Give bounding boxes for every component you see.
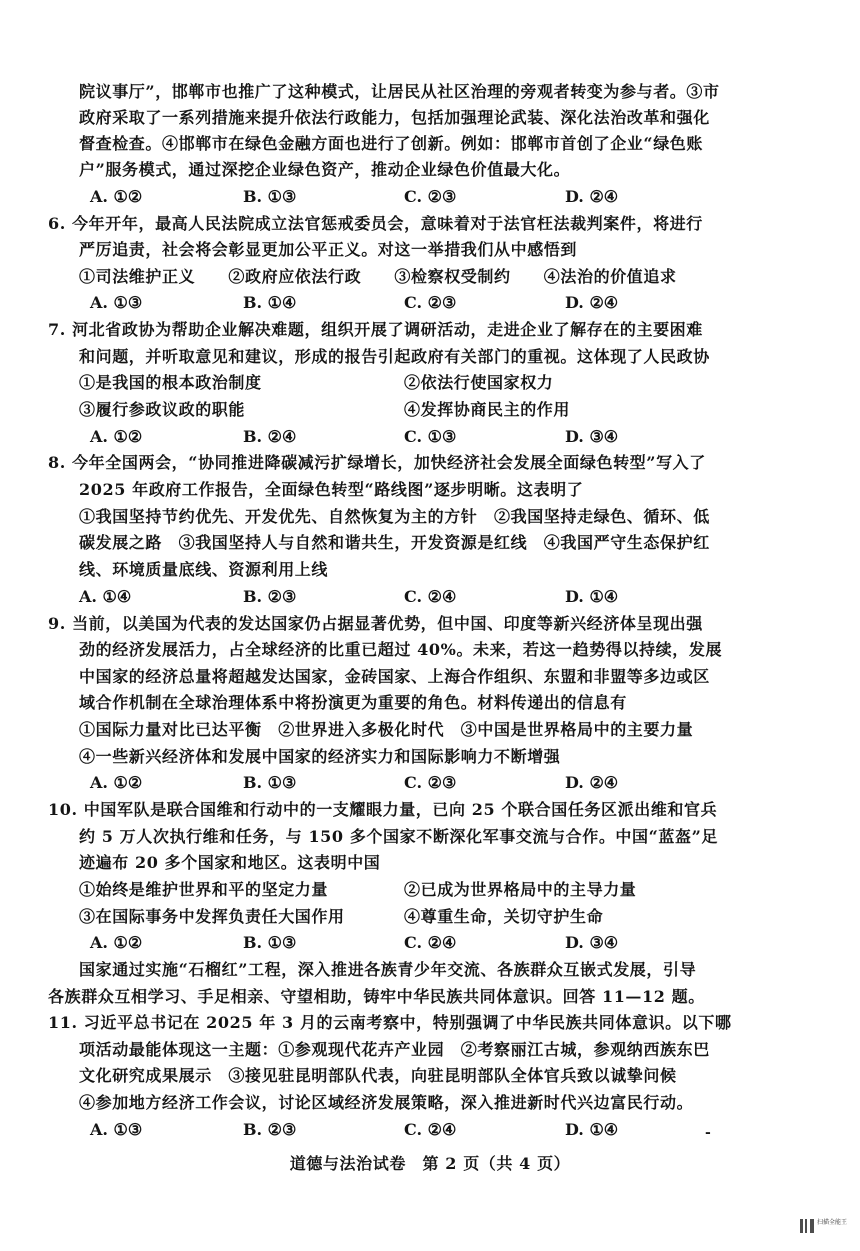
- stray-mark: -: [705, 1125, 711, 1141]
- option-c[interactable]: C. ①③: [404, 427, 457, 446]
- question-10: 10. 中国军队是联合国维和行动中的一支耀眼力量，已向 25 个联合国任务区派出维和官兵: [48, 800, 718, 819]
- option-d[interactable]: D. ①④: [565, 587, 619, 606]
- material-paragraph: 各族群众互相学习、手足相亲、守望相助，铸牢中华民族共同体意识。回答 11—12 题。: [48, 987, 705, 1006]
- option-a[interactable]: A. ①②: [90, 933, 143, 952]
- option-d[interactable]: D. ②④: [565, 773, 619, 792]
- statement-1: ①始终是维护世界和平的坚定力量: [79, 880, 329, 899]
- option-b[interactable]: B. ①④: [243, 293, 297, 312]
- question-6: 6. 今年开年，最高人民法院成立法官惩戒委员会，意味着对于法官枉法裁判案件，将进行: [48, 214, 703, 233]
- text-line: 项活动最能体现这一主题：①参观现代花卉产业园 ②考察丽江古城，参观纳西族东巴: [79, 1040, 710, 1059]
- question-11: 11. 习近平总书记在 2025 年 3 月的云南考察中，特别强调了中华民族共同体意识。以下哪: [48, 1013, 732, 1032]
- scanner-watermark: 扫描全能王: [817, 1219, 848, 1226]
- option-b[interactable]: B. ①③: [243, 187, 297, 206]
- text-line: 中国家的经济总量将超越发达国家，金砖国家、上海合作组织、东盟和非盟等多边或区: [79, 667, 710, 686]
- option-d[interactable]: D. ②④: [565, 187, 619, 206]
- option-d[interactable]: D. ②④: [565, 293, 619, 312]
- option-c[interactable]: C. ②④: [404, 933, 457, 952]
- question-8: 8. 今年全国两会，“协同推进降碳减污扩绿增长，加快经济社会发展全面绿色转型”写入了: [48, 453, 706, 472]
- statement-4: ④发挥协商民主的作用: [404, 400, 571, 419]
- option-d[interactable]: D. ①④: [565, 1120, 619, 1139]
- option-a[interactable]: A. ①②: [90, 773, 143, 792]
- statement-4: ④尊重生命，关切守护生命: [404, 907, 604, 926]
- option-c[interactable]: C. ②④: [404, 1120, 457, 1139]
- option-c[interactable]: C. ②④: [404, 587, 457, 606]
- material-paragraph: 国家通过实施“石榴红”工程，深入推进各族青少年交流、各族群众互嵌式发展，引导: [79, 960, 697, 979]
- option-c[interactable]: C. ②③: [404, 187, 457, 206]
- statement-3: ③履行参政议政的职能: [79, 400, 246, 419]
- option-b[interactable]: B. ②④: [243, 427, 297, 446]
- text-line: 政府采取了一系列措施来提升依法行政能力，包括加强理论武装、深化法治改革和强化: [79, 108, 710, 127]
- text-line: 劲的经济发展活力，占全球经济的比重已超过 40%。未来，若这一趋势得以持续，发展: [79, 640, 723, 659]
- option-b[interactable]: B. ②③: [243, 1120, 297, 1139]
- text-line: 院议事厅”，邯郸市也推广了这种模式，让居民从社区治理的旁观者转变为参与者。③市: [79, 82, 720, 101]
- option-a[interactable]: A. ①③: [90, 293, 143, 312]
- statement-2: ②已成为世界格局中的主导力量: [404, 880, 637, 899]
- statement-1: ①是我国的根本政治制度: [79, 373, 262, 392]
- option-d[interactable]: D. ③④: [565, 933, 619, 952]
- text-line: 2025 年政府工作报告，全面绿色转型“路线图”逐步明晰。这表明了: [79, 480, 584, 499]
- question-7: 7. 河北省政协为帮助企业解决难题，组织开展了调研活动，走进企业了解存在的主要困难: [48, 320, 703, 339]
- text-line: ④参加地方经济工作会议，讨论区域经济发展策略，深入推进新时代兴边富民行动。: [79, 1093, 694, 1112]
- statement-3: ③在国际事务中发挥负责任大国作用: [79, 907, 345, 926]
- text-line: 和问题，并听取意见和建议，形成的报告引起政府有关部门的重视。这体现了人民政协: [79, 347, 710, 366]
- text-line: 督查检查。④邯郸市在绿色金融方面也进行了创新。例如：邯郸市首创了企业“绿色账: [79, 134, 704, 153]
- option-a[interactable]: A. ①④: [79, 587, 132, 606]
- statement-2: ②依法行使国家权力: [404, 373, 554, 392]
- choice-statements: ①司法维护正义 ②政府应依法行政 ③检察权受制约 ④法治的价值追求: [79, 267, 677, 286]
- question-9: 9. 当前，以美国为代表的发达国家仍占据显著优势，但中国、印度等新兴经济体呈现出强: [48, 614, 703, 633]
- text-line: 户”服务模式，通过深挖企业绿色资产，推动企业绿色价值最大化。: [79, 160, 571, 179]
- text-line: 线、环境质量底线、资源利用上线: [79, 560, 329, 579]
- text-line: 严厉追责，社会将会彰显更加公平正义。对这一举措我们从中感悟到: [79, 240, 578, 259]
- text-line: 迹遍布 20 多个国家和地区。这表明中国: [79, 853, 381, 872]
- text-line: ①国际力量对比已达平衡 ②世界进入多极化时代 ③中国是世界格局中的主要力量: [79, 720, 694, 739]
- option-b[interactable]: B. ①③: [243, 773, 297, 792]
- text-line: 文化研究成果展示 ③接见驻昆明部队代表，向驻昆明部队全体官兵致以诚挚问候: [79, 1066, 677, 1085]
- option-b[interactable]: B. ②③: [243, 587, 297, 606]
- option-a[interactable]: A. ①③: [90, 1120, 143, 1139]
- text-line: 碳发展之路 ③我国坚持人与自然和谐共生，开发资源是红线 ④我国严守生态保护红: [79, 533, 710, 552]
- option-c[interactable]: C. ②③: [404, 773, 457, 792]
- qr-code-icon: [800, 1219, 814, 1233]
- option-a[interactable]: A. ①②: [90, 427, 143, 446]
- text-line: ①我国坚持节约优先、开发优先、自然恢复为主的方针 ②我国坚持走绿色、循环、低: [79, 507, 710, 526]
- text-line: 约 5 万人次执行维和任务，与 150 多个国家不断深化军事交流与合作。中国“蓝盔”足: [79, 827, 719, 846]
- option-a[interactable]: A. ①②: [90, 187, 143, 206]
- text-line: ④一些新兴经济体和发展中国家的经济实力和国际影响力不断增强: [79, 747, 561, 766]
- option-b[interactable]: B. ①③: [243, 933, 297, 952]
- option-d[interactable]: D. ③④: [565, 427, 619, 446]
- page-footer: 道德与法治试卷 第 2 页（共 4 页）: [289, 1154, 571, 1173]
- text-line: 域合作机制在全球治理体系中将扮演更为重要的角色。材料传递出的信息有: [79, 693, 627, 712]
- option-c[interactable]: C. ②③: [404, 293, 457, 312]
